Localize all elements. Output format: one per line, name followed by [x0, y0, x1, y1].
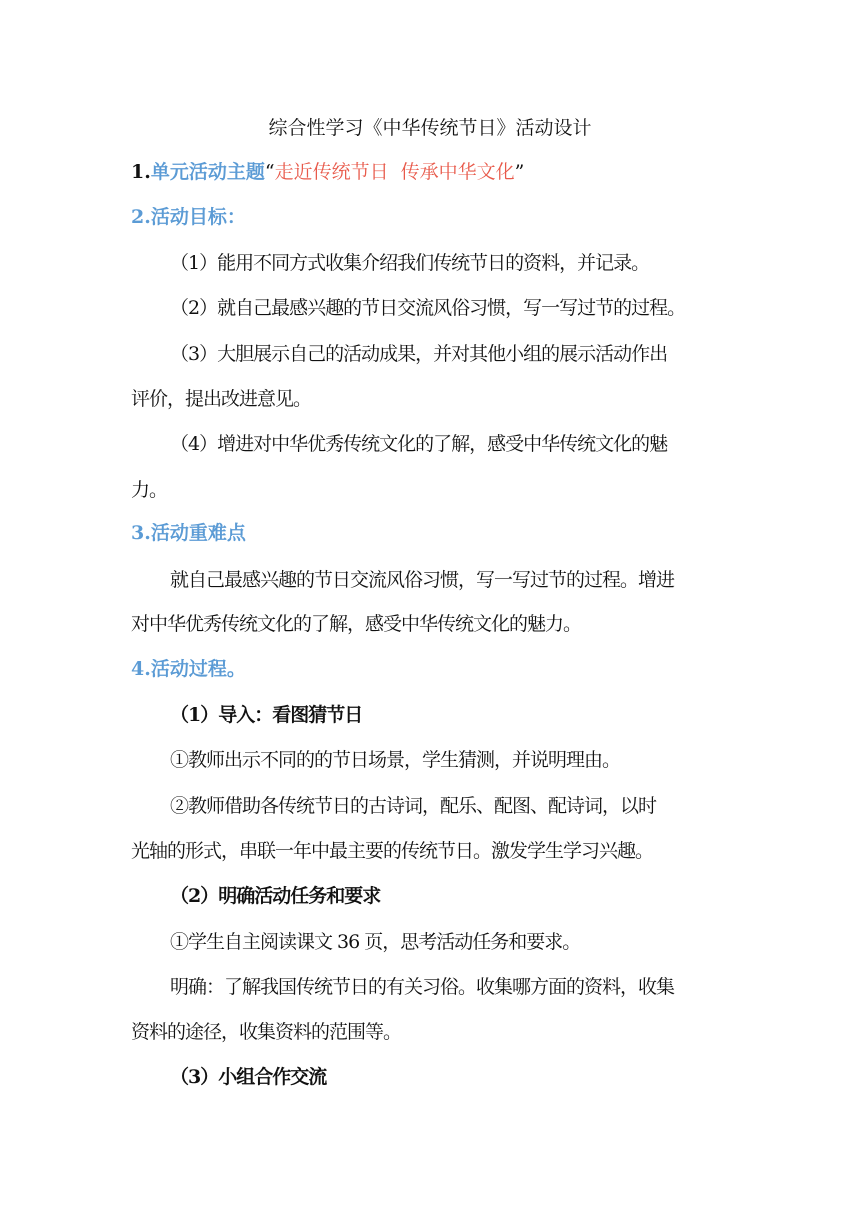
goal-4-line-2: 力。 — [131, 479, 168, 501]
step-1-title: （1）导入：看图猜节日 — [170, 704, 363, 726]
section-1-number: 1. — [131, 161, 151, 183]
goal-1: （1）能用不同方式收集介绍我们传统节日的资料，并记录。 — [170, 252, 650, 274]
section-1-heading — [131, 158, 731, 186]
section-1-label: 单元活动主题 — [150, 161, 265, 183]
step-1-item-2-line-2: 光轴的形式，串联一年中最主要的传统节日。激发学生学习兴趣。 — [131, 840, 654, 862]
step-2-clarify-line-2: 资料的途径，收集资料的范围等。 — [131, 1021, 402, 1043]
section-4-heading: 4.活动过程。 — [131, 658, 246, 680]
page-title: 综合性学习《中华传统节日》活动设计 — [268, 117, 592, 139]
section-3-heading: 3.活动重难点 — [131, 522, 246, 544]
activity-theme: 走近传统节日 传承中华文化 — [274, 161, 515, 183]
step-2-clarify-line-1: 明确：了解我国传统节日的有关习俗。收集哪方面的资料，收集 — [170, 976, 675, 998]
goal-4-line-1: （4）增进对中华优秀传统文化的了解，感受中华传统文化的魅 — [170, 433, 668, 455]
quote-close: ” — [514, 161, 525, 183]
section-2-heading: 2.活动目标： — [131, 206, 246, 228]
section-3-body-line-2: 对中华优秀传统文化的了解，感受中华传统文化的魅力。 — [131, 613, 582, 635]
section-3-body-line-1: 就自己最感兴趣的节日交流风俗习惯，写一写过节的过程。增进 — [170, 569, 675, 591]
quote-open: “ — [264, 161, 275, 183]
step-3-title: （3）小组合作交流 — [170, 1066, 327, 1088]
step-2-title: （2）明确活动任务和要求 — [170, 885, 381, 907]
step-2-item-1: ①学生自主阅读课文 36 页，思考活动任务和要求。 — [170, 931, 581, 953]
goal-3-line-1: （3）大胆展示自己的活动成果，并对其他小组的展示活动作出 — [170, 343, 668, 365]
goal-3-line-2: 评价，提出改进意见。 — [131, 388, 312, 410]
step-1-item-1: ①教师出示不同的的节日场景，学生猜测，并说明理由。 — [170, 749, 621, 771]
step-1-item-2-line-1: ②教师借助各传统节日的古诗词，配乐、配图、配诗词，以时 — [170, 795, 657, 817]
goal-2: （2）就自己最感兴趣的节日交流风俗习惯，写一写过节的过程。 — [170, 297, 686, 319]
